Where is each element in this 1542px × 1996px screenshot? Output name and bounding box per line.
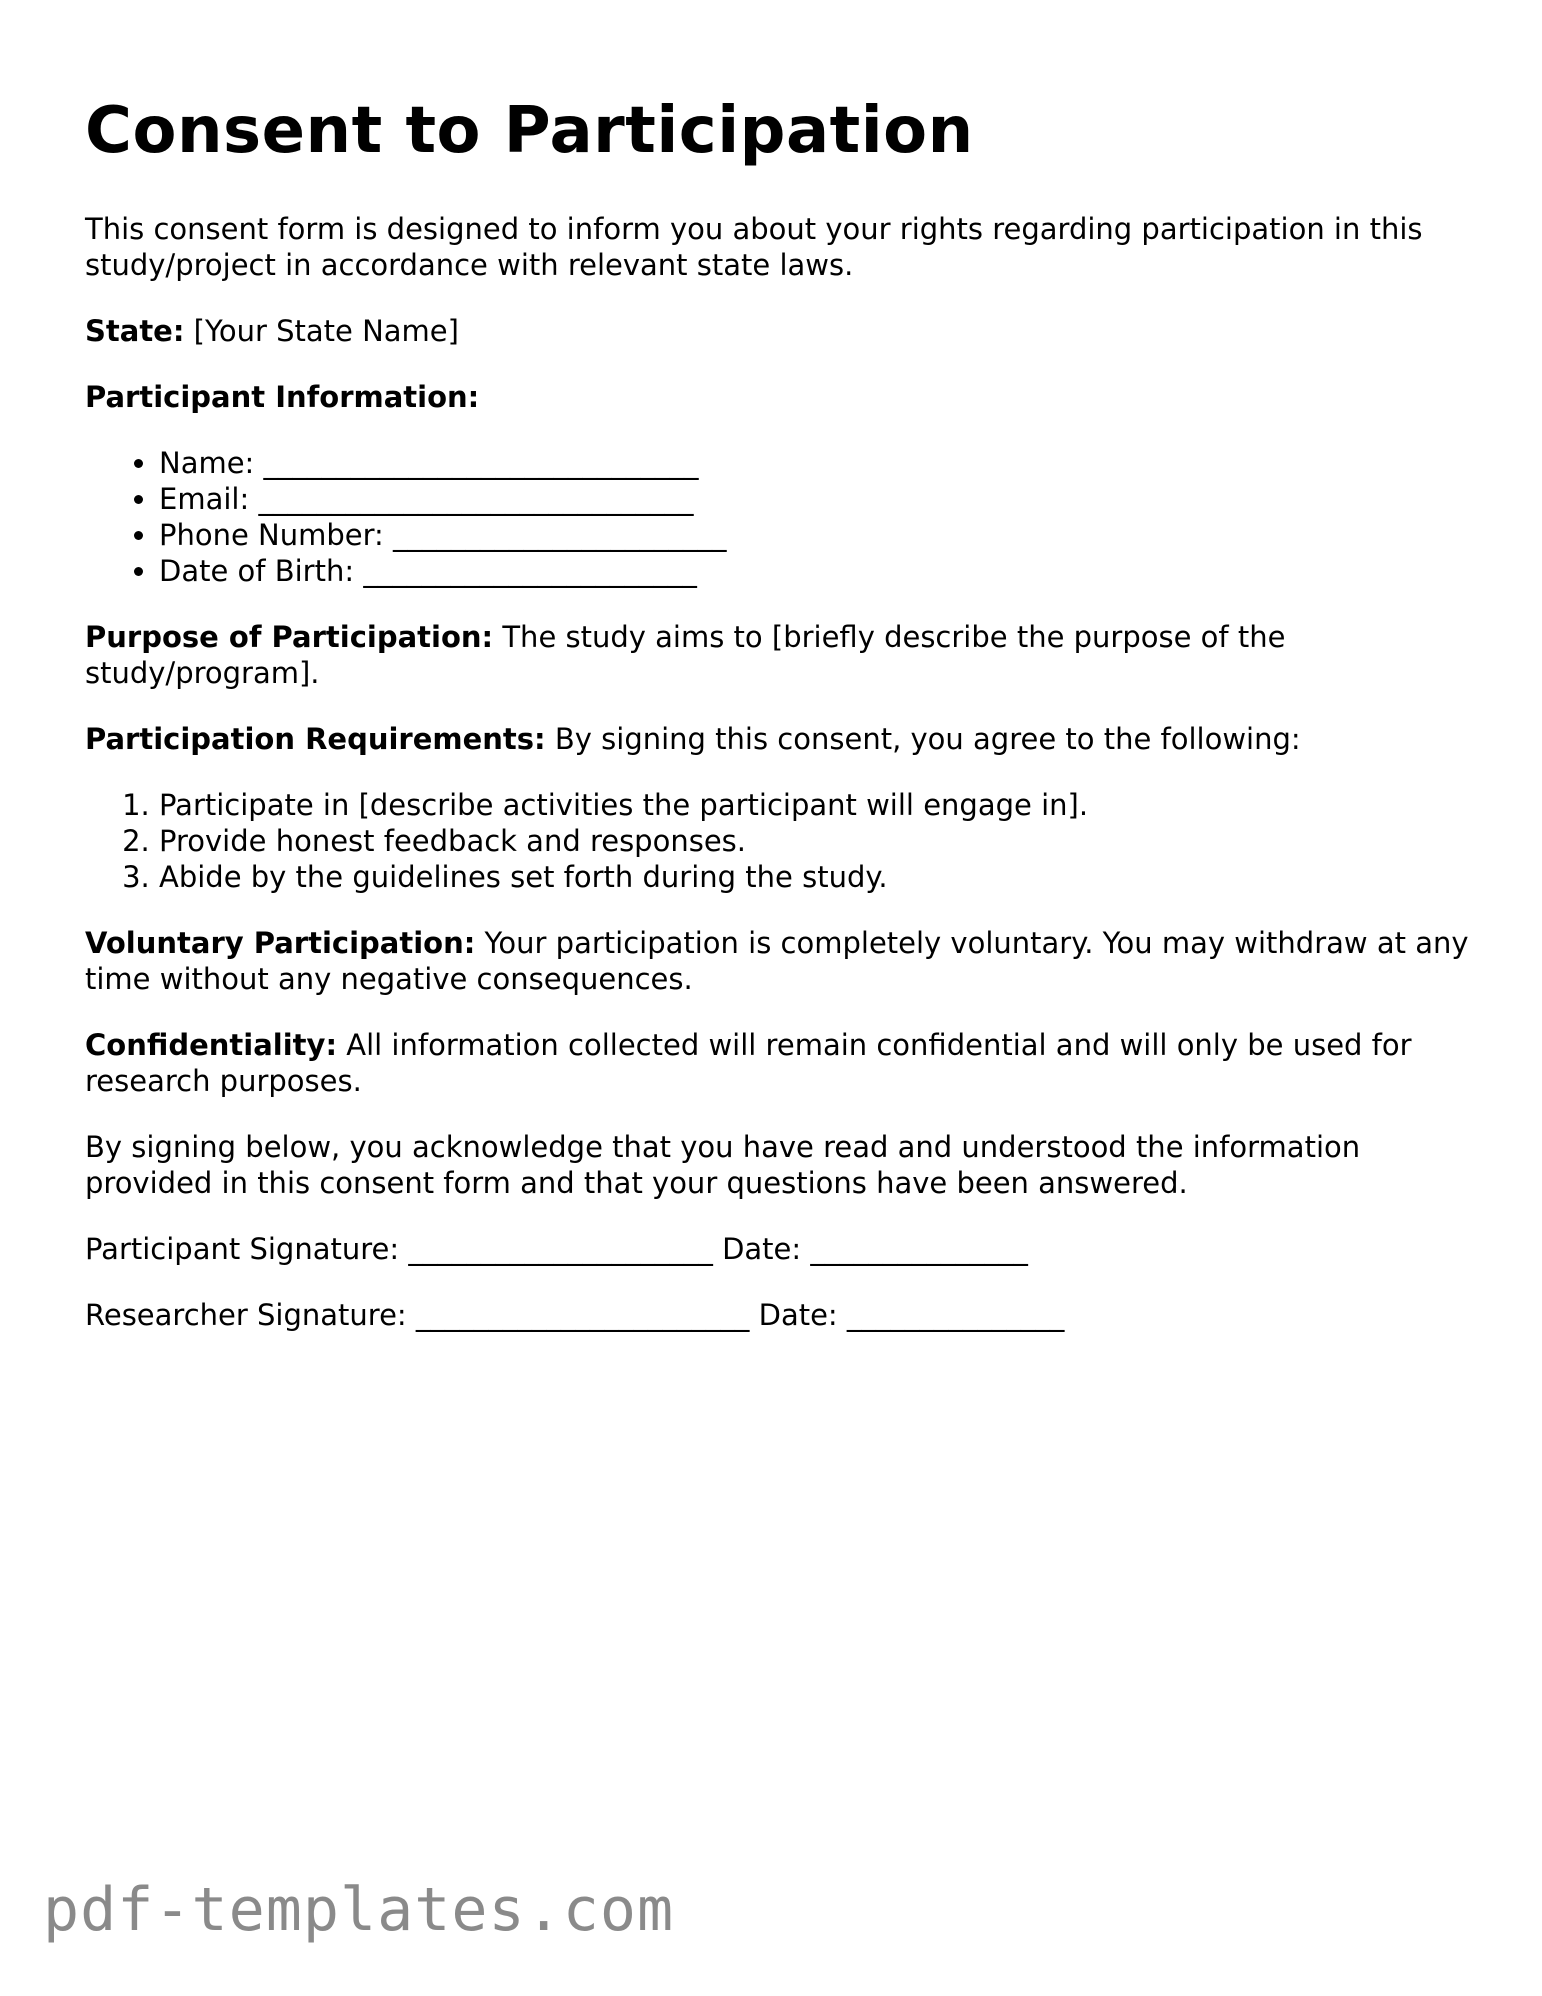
participant-info-heading <box>85 379 1475 415</box>
intro-paragraph: This consent form is designed to inform you about your rights regarding participation in this study/project in accordance with relevant state laws. <box>85 211 1423 282</box>
dob-field: • Date of Birth: _______________________ <box>159 553 1475 589</box>
requirement-item: 3. Abide by the guidelines set forth during the study. <box>159 859 1475 895</box>
consent-document <box>85 95 1475 1363</box>
requirements-list <box>85 787 1475 895</box>
participant-fields-list <box>85 445 1475 589</box>
researcher-signature-line: Researcher Signature: _______________________ Date: _______________ <box>85 1297 1065 1332</box>
requirement-item: 1. Participate in [describe activities the participant will engage in]. <box>159 787 1475 823</box>
name-field: • Name: ______________________________ <box>159 445 1475 481</box>
acknowledgment-paragraph: By signing below, you acknowledge that you have read and understood the information provided in this consent form and that your questions have been answered. <box>85 1129 1361 1200</box>
confidentiality-text: All information collected will remain confidential and will only be used for research purposes. <box>85 1027 1412 1098</box>
confidentiality-label: Confidentiality: <box>85 1027 338 1062</box>
voluntary-text: Your participation is completely voluntary. You may withdraw at any time without any negative consequences. <box>85 925 1469 996</box>
requirement-item: 2. Provide honest feedback and responses. <box>159 823 1475 859</box>
voluntary-paragraph <box>85 925 1475 997</box>
requirements-text: By signing this consent, you agree to the following: <box>545 721 1301 756</box>
page-title: Consent to Participation <box>85 94 974 168</box>
watermark: pdf-templates.com <box>43 1875 675 1945</box>
email-field: • Email: ______________________________ <box>159 481 1475 517</box>
state-value: [Your State Name] <box>184 313 459 348</box>
state-line <box>85 313 1475 349</box>
state-label: State: <box>85 313 185 348</box>
participant-info-label: Participant Information: <box>85 379 480 414</box>
purpose-text: The study aims to [briefly describe the purpose of the study/program]. <box>85 619 1286 690</box>
phone-field: • Phone Number: _______________________ <box>159 517 1475 553</box>
requirements-label: Participation Requirements: <box>85 721 546 756</box>
purpose-paragraph <box>85 619 1475 691</box>
requirements-paragraph <box>85 721 1475 757</box>
participant-signature-line: Participant Signature: _____________________ Date: _______________ <box>85 1231 1028 1266</box>
voluntary-label: Voluntary Participation: <box>85 925 476 960</box>
confidentiality-paragraph <box>85 1027 1475 1099</box>
purpose-label: Purpose of Participation: <box>85 619 494 654</box>
